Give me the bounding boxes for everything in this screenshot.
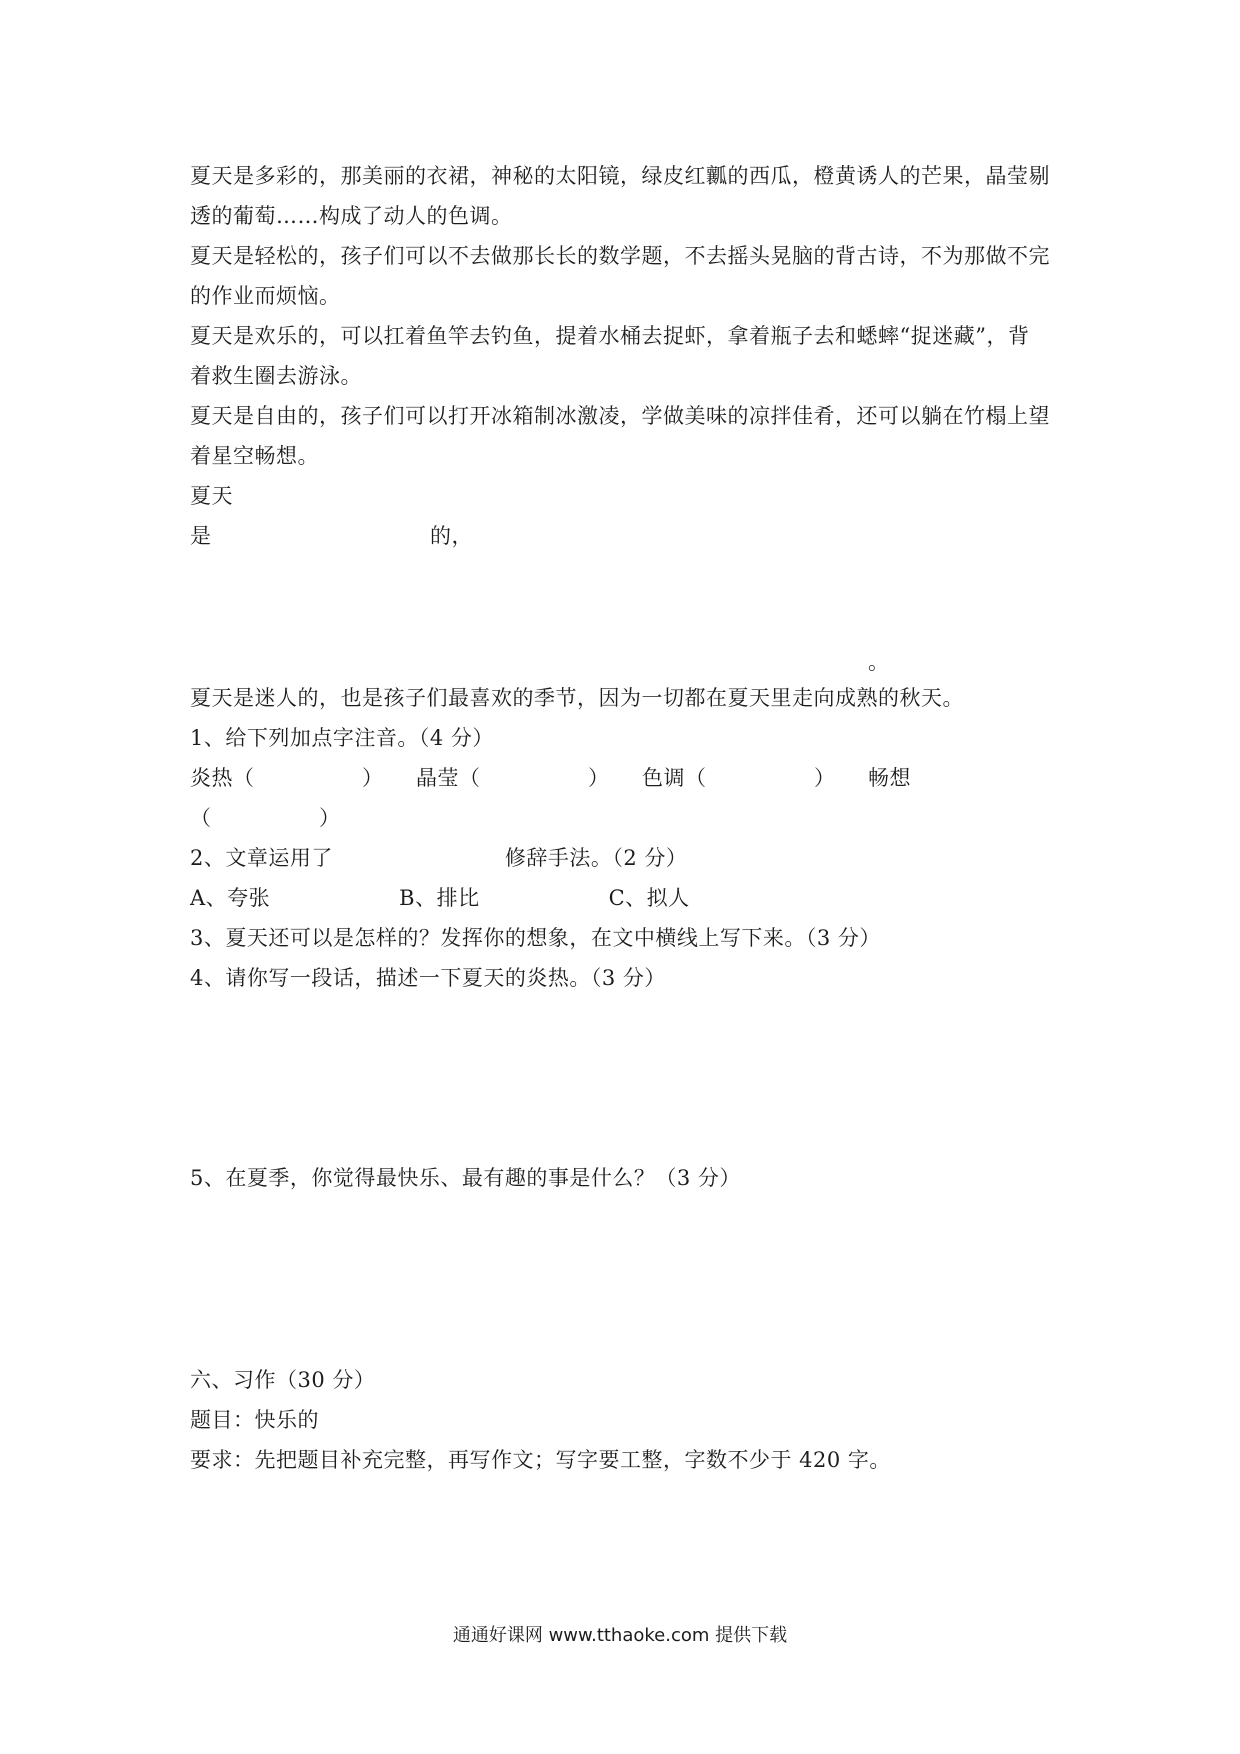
- passage-paragraph-1-line-1: 夏天是多彩的，那美丽的衣裙，神秘的太阳镜，绿皮红瓤的西瓜，橙黄诱人的芒果，晶莹剔: [190, 164, 1050, 188]
- composition-heading: 六、习作（30 分）: [190, 1368, 376, 1392]
- question-5: 5、在夏季，你觉得最快乐、最有趣的事是什么？（3 分）: [190, 1166, 741, 1190]
- question-2-options: A、夸张 B、排比 C、拟人: [190, 886, 690, 910]
- question-3: 3、夏天还可以是怎样的？发挥你的想象，在文中横线上写下来。（3 分）: [190, 926, 881, 950]
- question-1-items-line-2: （ ）: [190, 806, 341, 830]
- passage-paragraph-4-line-1: 夏天是自由的，孩子们可以打开冰箱制冰激凌，学做美味的凉拌佳肴，还可以躺在竹榻上望: [190, 404, 1050, 428]
- fill-in-period: 。: [868, 650, 890, 674]
- composition-requirement: 要求：先把题目补充完整，再写作文；写字要工整，字数不少于 420 字。: [190, 1448, 891, 1472]
- passage-paragraph-4-line-2: 着星空畅想。: [190, 444, 319, 468]
- fill-in-line-2-start: 是: [190, 524, 212, 548]
- page-footer: 通通好课网 www.tthaoke.com 提供下载: [452, 1625, 788, 1646]
- question-2: 2、文章运用了 修辞手法。（2 分）: [190, 846, 688, 870]
- passage-paragraph-3-line-2: 着救生圈去游泳。: [190, 364, 362, 388]
- question-1: 1、给下列加点字注音。（4 分）: [190, 726, 494, 750]
- question-4: 4、请你写一段话，描述一下夏天的炎热。（3 分）: [190, 966, 666, 990]
- composition-title: 题目：快乐的: [190, 1408, 319, 1432]
- passage-paragraph-2-line-2: 的作业而烦恼。: [190, 284, 341, 308]
- passage-paragraph-2-line-1: 夏天是轻松的，孩子们可以不去做那长长的数学题，不去摇头晃脑的背古诗，不为那做不完: [190, 244, 1050, 268]
- question-1-items-line-1: 炎热（ ） 晶莹（ ） 色调（ ） 畅想: [190, 766, 911, 790]
- fill-in-line-2-end: 的，: [430, 524, 473, 548]
- passage-paragraph-1-line-2: 透的葡萄……构成了动人的色调。: [190, 204, 513, 228]
- passage-closing: 夏天是迷人的，也是孩子们最喜欢的季节，因为一切都在夏天里走向成熟的秋天。: [190, 686, 964, 710]
- passage-paragraph-3-line-1: 夏天是欢乐的，可以扛着鱼竿去钓鱼，提着水桶去捉虾，拿着瓶子去和蟋蟀“捉迷藏”，背: [190, 324, 1030, 348]
- fill-in-line-1: 夏天: [190, 484, 233, 508]
